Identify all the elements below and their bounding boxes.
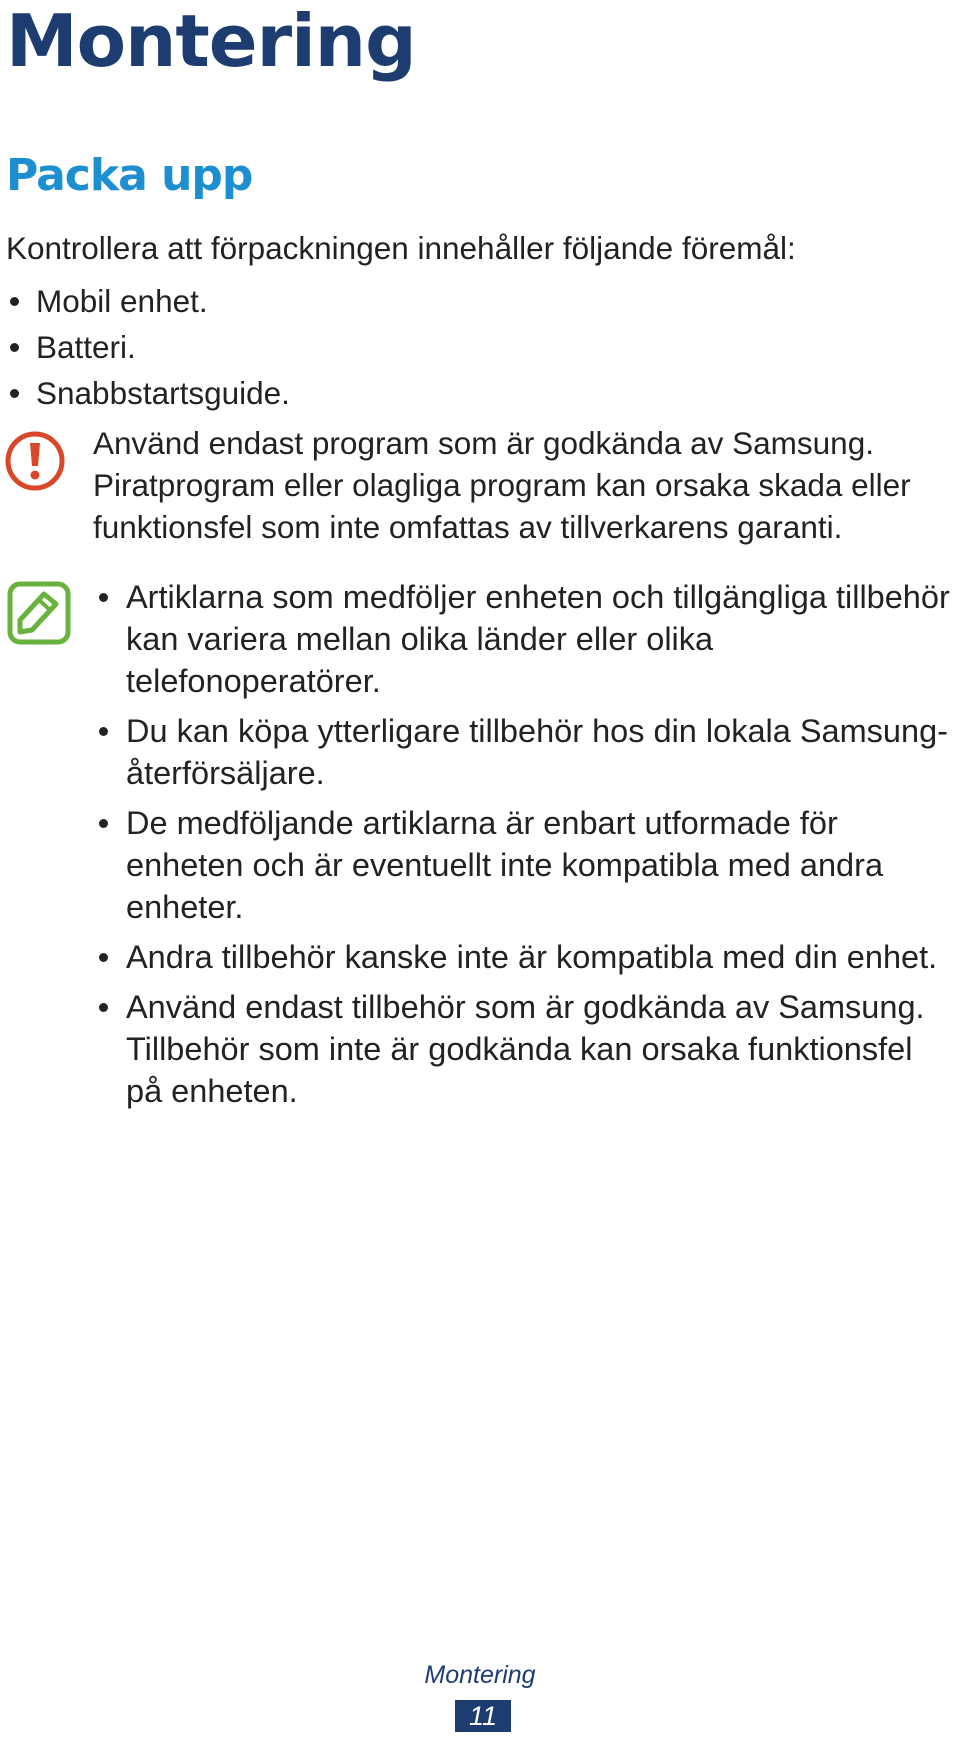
note-item: Du kan köpa ytterligare tillbehör hos din lokala Samsung-återförsäljare. [96,710,956,794]
warning-icon [4,430,66,492]
note-item: De medföljande artiklarna är enbart utformade för enheten och är eventuellt inte kompatibla med andra enheter. [96,802,956,928]
list-item: Snabbstartsguide. [6,370,290,416]
note-item: Använd endast tillbehör som är godkända av Samsung. Tillbehör som inte är godkända kan orsaka funktionsfel på enheten. [96,986,956,1112]
note-item: Artiklarna som medföljer enheten och tillgängliga tillbehör kan variera mellan olika länder eller olika telefonoperatörer. [96,576,956,702]
page-number: 11 [455,1700,511,1732]
list-item: Mobil enhet. [6,278,290,324]
warning-text: Använd endast program som är godkända av Samsung. Piratprogram eller olagliga program kan orsaka skada eller funktionsfel som inte omfattas av tillverkarens garanti. [93,425,911,545]
footer-section-name: Montering [424,1661,536,1689]
section-heading: Packa upp [6,150,253,201]
notes-list [96,576,956,1120]
list-item: Batteri. [6,324,290,370]
page-title: Montering [6,0,416,83]
note-item: Andra tillbehör kanske inte är kompatibla med din enhet. [96,936,956,978]
package-contents-list [6,278,290,416]
pencil-note-icon [6,580,72,646]
intro-text: Kontrollera att förpackningen innehåller följande föremål: [6,230,796,266]
